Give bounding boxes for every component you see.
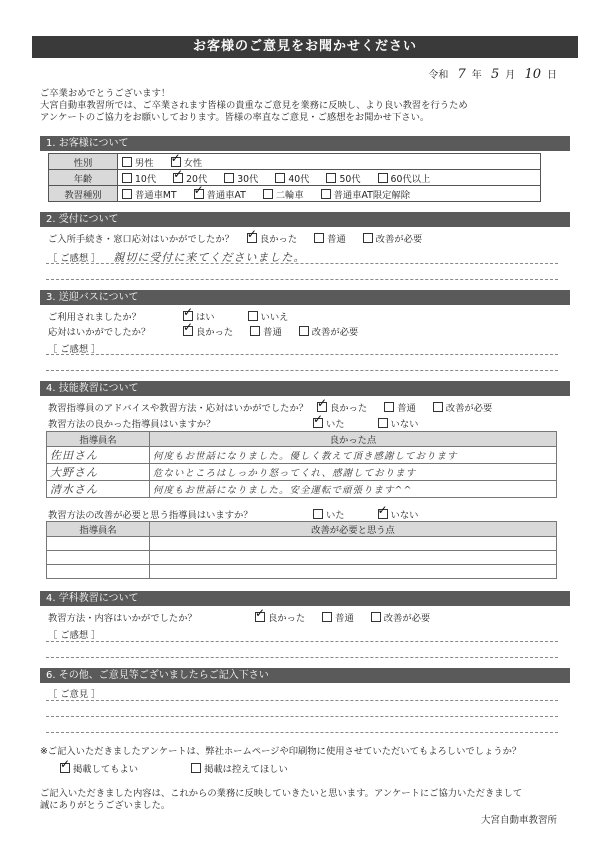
option[interactable]: 改善が必要 (363, 231, 423, 245)
question-text: ご入所手続き・窓口応対はいかがでしたか？ (48, 234, 234, 245)
type-option[interactable]: ✓ 普通車AT (194, 187, 246, 201)
option[interactable]: 普通 (384, 400, 416, 414)
checkbox[interactable] (248, 311, 258, 321)
question-text: 教習方法・内容はいかがでしたか？ (48, 613, 197, 624)
divider (46, 700, 558, 701)
gender-label: 性別 (49, 154, 118, 170)
checkbox-checked[interactable] (183, 326, 193, 336)
instructor-comment[interactable] (150, 537, 557, 551)
type-option[interactable]: 普通車MT (122, 187, 177, 201)
checkbox-checked[interactable] (247, 233, 257, 243)
checkbox[interactable] (191, 763, 201, 773)
section-heading: 6. その他、ご意見等ございましたらご記入下さい (40, 668, 570, 683)
option[interactable]: ✓ いた (313, 416, 345, 430)
table-header: 指導員名 (47, 522, 150, 537)
option[interactable]: ✓ 良かった (183, 324, 233, 338)
question-text: 教習方法の改善が必要と思う指導員はいますか？ (48, 510, 253, 521)
checkbox[interactable] (322, 612, 332, 622)
checkbox[interactable] (371, 612, 381, 622)
age-option[interactable]: 60代以上 (378, 171, 431, 185)
question-text: ご利用されましたか？ (48, 312, 141, 323)
date-month[interactable]: 5 (490, 67, 500, 82)
checkbox-checked[interactable] (60, 763, 70, 773)
divider (46, 732, 558, 733)
comment-field[interactable]: 親切に受付に来てくださいました。 (113, 251, 306, 264)
skill-q1-row (48, 400, 506, 414)
date-year[interactable]: 7 (457, 67, 466, 82)
comment-label: ［ ご感想 ］ (48, 630, 101, 641)
instructor-comment[interactable]: 何度もお世話になりました。優しく教えて頂き感謝しております (150, 447, 557, 464)
checkbox-checked[interactable] (378, 509, 388, 519)
instructor-name[interactable] (47, 537, 150, 551)
option[interactable]: ✓ 良かった (255, 610, 305, 624)
comment-label: ［ ご感想 ］ (48, 344, 101, 355)
section-heading: 2. 受付について (40, 212, 570, 227)
option[interactable]: いいえ (248, 309, 289, 323)
checkbox[interactable] (378, 418, 388, 428)
type-option[interactable]: 普通車AT限定解除 (321, 187, 410, 201)
date-day-unit: 日 (547, 70, 557, 81)
checkbox[interactable] (384, 402, 394, 412)
section-heading: 3. 送迎バスについて (40, 290, 570, 305)
divider (46, 263, 558, 264)
intro-line: アンケートのご協力をお願いしております。皆様の率直なご意見・ご感想をお聞かせ下さい。 (40, 112, 430, 123)
gender-female-option[interactable]: ✓ 女性 (171, 155, 203, 169)
checkbox-checked[interactable] (194, 189, 204, 199)
question-text: 教習指導員のアドバイスや教習方法・応対はいかがでしたか？ (48, 403, 309, 414)
option[interactable]: 普通 (250, 324, 282, 338)
table-row (47, 447, 557, 464)
age-option[interactable]: 50代 (326, 171, 360, 185)
date-field (428, 66, 557, 82)
checkbox[interactable] (321, 189, 331, 199)
checkbox[interactable] (299, 326, 309, 336)
table-row (47, 565, 557, 579)
table-row (47, 551, 557, 565)
intro-line: ご卒業おめでとうございます！ (40, 88, 171, 99)
checkbox[interactable] (275, 173, 285, 183)
checkbox-checked[interactable] (317, 402, 327, 412)
age-option[interactable]: 10代 (122, 171, 156, 185)
instructor-comment[interactable] (150, 551, 557, 565)
bus-q2-row (48, 324, 372, 338)
option[interactable]: 改善が必要 (299, 324, 359, 338)
question-text: 応対はいかがでしたか？ (48, 327, 151, 338)
section-heading: 1. お客様について (40, 136, 570, 151)
table-header: 改善が必要と思う点 (150, 522, 557, 537)
divider (46, 370, 558, 371)
checkbox-checked[interactable] (171, 157, 181, 167)
checkbox[interactable] (122, 189, 132, 199)
gender-male-option[interactable]: 男性 (122, 155, 154, 169)
option[interactable]: 改善が必要 (371, 610, 431, 624)
checkbox-checked[interactable] (313, 418, 323, 428)
table-row (47, 537, 557, 551)
comment-label: ［ ご意見 ］ (48, 689, 101, 700)
option[interactable]: ✓掲載してもよい (60, 761, 138, 775)
divider (46, 354, 558, 355)
instructor-name[interactable]: 大野さん (47, 464, 150, 481)
opinion-comment-row (48, 686, 100, 700)
instructor-name[interactable] (47, 565, 150, 579)
thanks-line: ご記入いただきました内容は、これからの業務に反映していきたいと思います。アンケートにご協力いただきまして (40, 788, 523, 799)
publication-options (60, 761, 302, 775)
question-text: 教習方法の良かった指導員はいますか？ (48, 419, 216, 430)
intro-line: 大宮自動車教習所では、ご卒業されます皆様の貴重なご意見を業務に反映し、より良い教習を行うため (40, 100, 468, 111)
thanks-text (40, 788, 522, 812)
checkbox[interactable] (363, 233, 373, 243)
good-instructor-table (46, 431, 557, 498)
skill-q2-row (48, 416, 432, 430)
page-title: お客様のご意見をお聞かせください (32, 36, 578, 58)
date-month-unit: 月 (505, 70, 516, 81)
instructor-name[interactable]: 佐田さん (47, 447, 150, 464)
option[interactable]: いた (313, 507, 345, 521)
table-header: 良かった点 (150, 432, 557, 447)
option[interactable]: ✓ 良かった (317, 400, 367, 414)
signature: 大宮自動車教習所 (480, 815, 557, 826)
divider (46, 641, 558, 642)
option[interactable]: 改善が必要 (433, 400, 493, 414)
checkbox-checked[interactable] (255, 612, 265, 622)
checkbox[interactable] (433, 402, 443, 412)
skill-q3-row (48, 507, 432, 521)
date-day[interactable]: 10 (524, 67, 541, 82)
instructor-name[interactable] (47, 551, 150, 565)
divider (46, 716, 558, 717)
checkbox-checked[interactable] (173, 173, 183, 183)
bus-comment-row (48, 341, 100, 355)
instructor-comment[interactable]: 何度もお世話になりました。安全運転で頑張ります^^ (150, 481, 557, 498)
checkbox[interactable] (224, 173, 234, 183)
instructor-comment[interactable] (150, 565, 557, 579)
checkbox[interactable] (313, 509, 323, 519)
intro-text (40, 88, 468, 124)
bus-q1-row (48, 309, 302, 323)
checkbox[interactable] (122, 157, 132, 167)
date-year-unit: 年 (471, 70, 482, 81)
instructor-name[interactable]: 清水さん (47, 481, 150, 498)
option[interactable]: 普通 (322, 610, 354, 624)
age-label: 年齢 (49, 170, 118, 186)
age-option[interactable]: 40代 (275, 171, 309, 185)
option[interactable]: いない (378, 416, 419, 430)
age-option[interactable]: ✓ 20代 (173, 171, 207, 185)
checkbox[interactable] (378, 173, 388, 183)
reception-question-row (48, 231, 436, 245)
option[interactable]: 普通 (314, 231, 346, 245)
checkbox[interactable] (326, 173, 336, 183)
instructor-comment[interactable]: 危ないところはしっかり怒ってくれ、感謝しております (150, 464, 557, 481)
checkbox[interactable] (122, 173, 132, 183)
checkbox[interactable] (250, 326, 260, 336)
type-label: 教習種別 (49, 186, 118, 202)
divider (46, 657, 558, 658)
checkbox[interactable] (263, 189, 273, 199)
type-option[interactable]: 二輪車 (263, 187, 304, 201)
age-option[interactable]: 30代 (224, 171, 258, 185)
date-era: 令和 (428, 70, 449, 81)
table-header: 指導員名 (47, 432, 150, 447)
option[interactable]: ✓ 良かった (247, 231, 297, 245)
comment-label: ［ ご感想 ］ (48, 253, 101, 264)
customer-table (48, 153, 541, 202)
section-heading: 4. 技能教習について (40, 381, 570, 396)
option[interactable]: ✓ はい (183, 309, 215, 323)
option[interactable]: ✓ いない (378, 507, 419, 521)
section-heading: 4. 学科教習について (40, 591, 570, 606)
improve-instructor-table (46, 521, 557, 579)
option[interactable]: 掲載は控えてほしい (191, 761, 288, 775)
checkbox[interactable] (314, 233, 324, 243)
thanks-line: 誠にありがとうございました。 (40, 800, 171, 811)
divider (46, 279, 558, 280)
lecture-comment-row (48, 627, 100, 641)
table-row (47, 464, 557, 481)
lecture-question-row (48, 610, 444, 624)
table-row (47, 481, 557, 498)
publication-note: ※ご記入いただきましたアンケートは、弊社ホームページや印刷物に使用させていただいてもよろしいでしょうか？ (40, 746, 522, 757)
